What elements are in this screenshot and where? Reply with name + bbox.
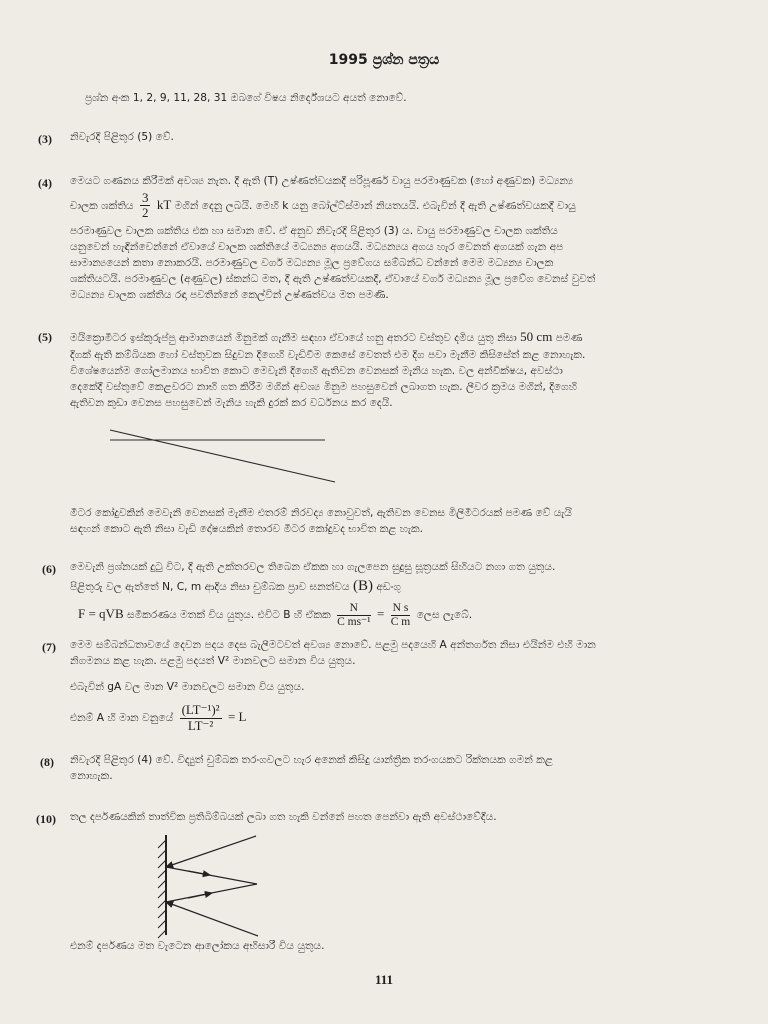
- fraction-numerator: N s: [392, 601, 409, 614]
- reflected-ray: [166, 867, 257, 884]
- fraction-denominator: 2: [141, 205, 149, 221]
- text-line: මීටර කෝදුවකින් මෙවැනි වෙනසක් මැනීම එතරම් නිරවද්‍ය නොවුවත්, ඇතිවන වෙනස මිලිමීටරයක් පමණ වේ යැයි: [70, 507, 572, 519]
- ray-arrow: [188, 871, 210, 875]
- formula: F = qVB: [78, 606, 124, 622]
- text-line: මධ්‍යන්‍ය චාලක ශක්තිය රඳා පවතින්නේ කෙල්වින් උෂ්ණත්වය මත පමණි.: [70, 289, 389, 302]
- answer-text: නිවැරදි පිළිතුර (5) වේ.: [70, 131, 174, 143]
- page-title: 1995 ප්‍රශ්න පත්‍රය: [328, 52, 440, 68]
- question-number: (10): [36, 812, 56, 826]
- answer-text: තල දර්පණයකින් තාත්වික ප්‍රතිබිම්බයක් ලබා ගත හැකි වන්නේ පහත පෙන්වා ඇති අවස්ථාවේදීය.: [70, 811, 497, 823]
- text-line: දිගක් ඇති කම්බියක හෝ වස්තුවක සිදුවන දිගෙහි වැඩිවීම කෙසේ වෙතත් එම දිග පවා මැනීම කිසිසේත් කළ නොහැක.: [70, 348, 586, 361]
- question-number: (4): [38, 176, 52, 190]
- fraction-numerator: 3: [141, 190, 149, 206]
- text-line: යනුවෙන් හැඳින්වෙන්නේ ඒවායේ චාලක ශක්තියේ මධ්‍යන්‍ය අගයයි. මධ්‍යන්‍යය අගය හැර වෙනත් අගයක් ගැන අප: [70, 240, 564, 253]
- fraction-numerator: N: [337, 602, 370, 616]
- question-number: (5): [38, 330, 52, 344]
- page-number: 111: [374, 972, 394, 987]
- text-line: මෙම සම්බන්ධතාවයේ දෙවන පදය දෙස බැලීමටවත් අවශ්‍ය නොවේ. පළමු පදයෙහි A අන්තර්ගත නිසා එයින්ම එහි මාන: [70, 639, 596, 651]
- text-line: ශක්තියටයි. පරමාණුවල (අණුවල) ස්කන්ධ මත, දී ඇති උෂ්ණත්වයකදී, ඒවායේ වර්ග මධ්‍යන්‍ය මූල ප්‍රවේග වෙනස් වුවත්: [70, 272, 596, 285]
- text-segment: අඩංගු: [376, 581, 402, 594]
- text-segment: මගින් දෙනු ලබයි. මෙහි k යනු බෝල්ට්ස්මාන් නියතයයි. එබැවින් දී ඇති උෂ්ණත්වයකදී වායු: [174, 199, 576, 212]
- incident-ray: [166, 902, 258, 936]
- text-line: විශේෂයෙන්ම ගෝලමානය භාවිත කොට මෙවැනි දිගෙහි ඇතිවන වෙනසක් මැනිය හැක. වල අන්වීක්ෂය, අවස්ථා: [70, 364, 563, 377]
- text-line: දෙකේදී වස්තුවේ කෙළවරට නාභි ගත කිරීම මගින් අවශ්‍ය මිනුම පහසුවෙන් ලබාගත හැක. ලීවර ක්‍රමය මගින්, දිගෙහි: [70, 380, 578, 393]
- symbol-b: (B): [352, 578, 373, 595]
- equals-sign: =: [376, 606, 385, 622]
- result: = L: [227, 709, 247, 725]
- text-line: මෙයට ගණනය කිරීමක් අවශ්‍ය නැත. දී ඇති (T) උෂ්ණත්වයකදී පරිපූර්ණ වායු පරමාණුවක (හෝ අණුවක) මධ්‍යන්‍ය: [70, 175, 574, 187]
- text-line: සාමාන්‍යයෙන් කතා නොකරයි. පරමාණුවල වර්ග මධ්‍යන්‍ය මූල ප්‍රවේගය සම්බන්ධ වන්නේ මෙම මධ්‍යන්‍ය චාලක: [70, 256, 554, 269]
- question-number: (8): [40, 755, 54, 769]
- text-line: ඇතිවන කුඩා වෙනස පහසුවෙන් මැනිය හැකි දුරක් කර වර්ධනය කර දෙයි.: [70, 397, 393, 410]
- mirror-hatching: [158, 840, 166, 938]
- light-rays: [166, 836, 258, 936]
- text-segment: ලෙස ලැබේ.: [416, 609, 473, 622]
- intro-text: ප්‍රශ්න අංක 1, 2, 9, 11, 28, 31 ඔබගේ විෂය නිර්දේශයට අයත් නොවේ.: [85, 92, 407, 104]
- question-number: (6): [42, 562, 56, 576]
- text-line: නිවැරදි පිළිතුර (4) වේ. විද්‍යුත් චුම්බක තරංගවලට හැර අනෙක් කිසිදු යාන්ත්‍රික තරංගයකට රික්තයක ගමන් කළ: [70, 754, 553, 766]
- text-line: නොහැක.: [70, 770, 113, 783]
- text-segment: එනම් A හි මාන වනුයේ: [70, 712, 174, 725]
- question-number: (7): [42, 640, 56, 654]
- text-line: පරමාණුවල චාලක ශක්තිය එක හා සමාන වේ. ඒ අනුව නිවැරදි පිළිතුර (3) ය. වායු පරමාණුවල චාලක ශක්තිය: [70, 224, 558, 237]
- formula-kt: kT: [156, 196, 172, 212]
- text-segment: පමණ: [555, 332, 583, 344]
- text-line: නිගමනය කළ හැක. පළමු පදයත් V² මානවලට සමාන විය යුතුය.: [70, 655, 356, 668]
- question-number: (3): [38, 132, 52, 146]
- text-segment: මයික්‍රොමීටර ඉස්කුරුප්පු ආමානයෙන් මිනුමක් ගැනීම සඳහා ඒවායේ හනු අතරට වස්තුව දමිය යුතු නිසා: [70, 332, 517, 344]
- text-segment: පිළිතුරු වල ඇත්තේ N, C, m ආදිය නිසා චුම්බක ප්‍රාව ඝනත්වය: [70, 581, 350, 594]
- text-line: එබැවින් gA වල මාන V² මානවලට සමාන විය යුතුය.: [70, 681, 305, 694]
- text-segment: සමීකරණය මතක් විය යුතුය. එවිට B හි ඒකක: [127, 609, 331, 622]
- dimension-value: 50 cm: [520, 329, 553, 344]
- fraction-denominator: C ms⁻¹: [337, 615, 371, 628]
- fraction-denominator: LT⁻²: [187, 717, 214, 733]
- text-line: මෙවැනි ප්‍රශ්නයක් දුටු විට, දී ඇති උක්තරවල තිබෙන ඒකක හා ගැලපෙන සුදුසු සූත්‍රයක් සිහියට නගා ගත යුතුය.: [70, 561, 556, 573]
- fraction-numerator: (LT⁻¹)²: [181, 702, 220, 718]
- text-segment: චාලක ශක්තිය: [70, 199, 134, 212]
- fraction-denominator: C m: [390, 615, 411, 628]
- diagram-caption: එනම් දර්පණය මත වැටෙන ආලෝකය අභිසාරී විය යුතුය.: [70, 940, 325, 952]
- ray-arrow: [188, 893, 212, 898]
- incident-ray: [166, 836, 256, 867]
- text-line: සඳහන් කොට ඇති නිසා වැඩි දෝෂයකින් තොරව මීටර කෝදුවද භාවිත කළ හැක.: [70, 523, 424, 536]
